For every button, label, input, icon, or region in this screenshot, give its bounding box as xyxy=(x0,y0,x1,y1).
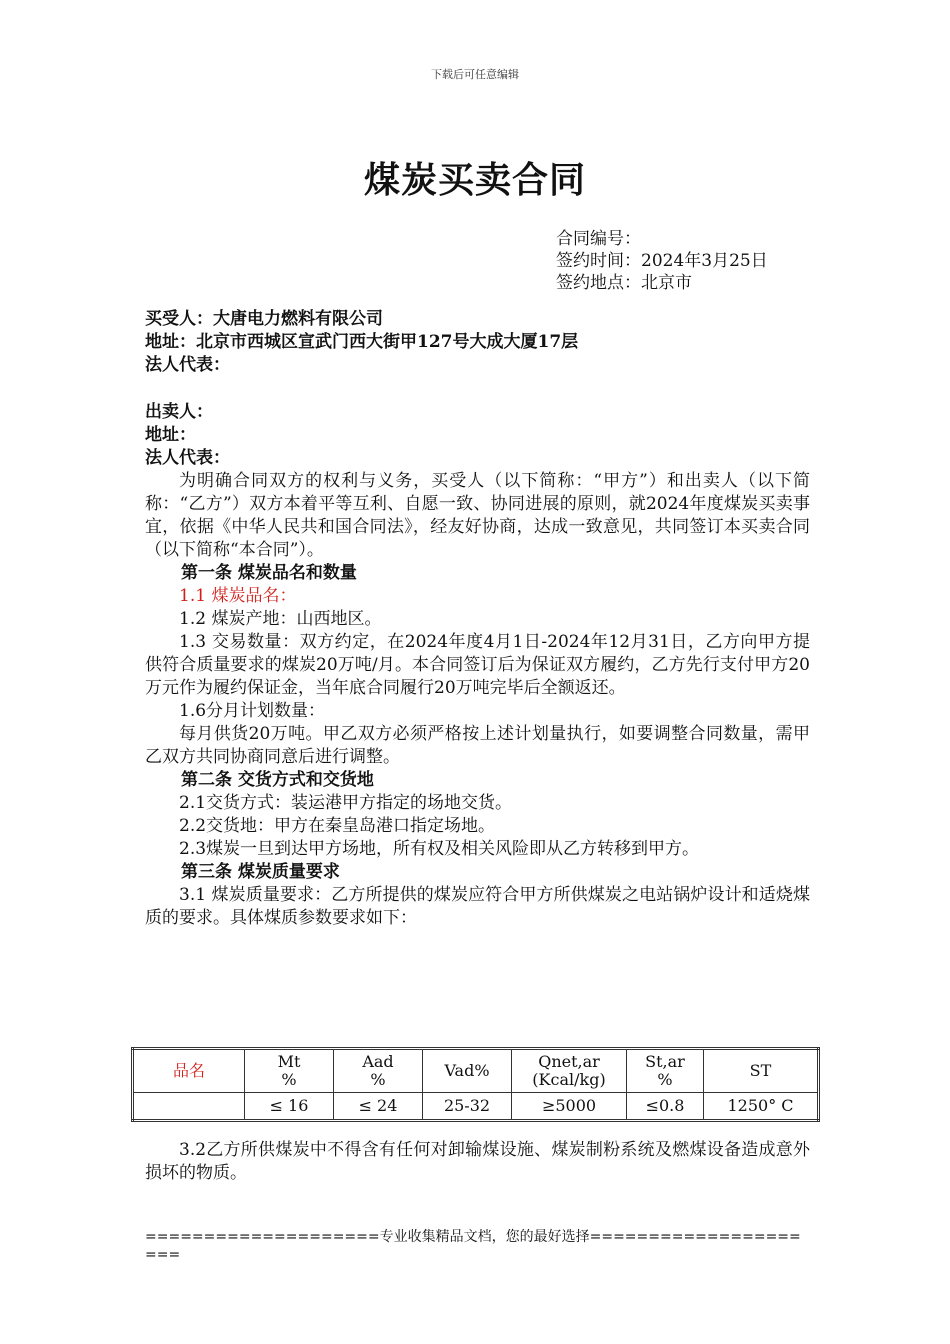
header-label: St,ar xyxy=(645,1052,685,1071)
contract-body xyxy=(145,470,810,930)
table-cell xyxy=(133,1093,245,1121)
clause-3-1: 3.1 煤炭质量要求：乙方所提供的煤炭应符合甲方所供煤炭之电站锅炉设计和适烧煤质的要求。具体煤质参数要求如下： xyxy=(145,885,810,928)
table-cell: ≤ 24 xyxy=(334,1093,423,1121)
clause-2-3: 2.3煤炭一旦到达甲方场地，所有权及相关风险即从乙方转移到甲方。 xyxy=(179,839,700,859)
table-header-cell xyxy=(512,1049,627,1093)
table-header-cell xyxy=(133,1049,245,1093)
preamble-paragraph: 为明确合同双方的权利与义务，买受人（以下简称：“甲方”）和出卖人（以下简称：“乙方”）双方本着平等互利、自愿一致、协同进展的原则，就2024年度煤炭买卖事宜，依据《中华人民共和国合同法》，经友好协商，达成一致意见，共同签订本买卖合同（以下简称“本合同”）。 xyxy=(145,471,810,560)
buyer-info xyxy=(145,308,578,377)
clause-1-1: 1.1 煤炭品名： xyxy=(179,586,297,606)
header-unit: % xyxy=(281,1070,297,1089)
seller-address: 地址： xyxy=(145,425,196,445)
header-label: 品名 xyxy=(172,1061,205,1080)
sign-place: 签约地点：北京市 xyxy=(556,273,692,293)
page-footer: ====================专业收集精品文档，您的最好选择===================== xyxy=(145,1229,801,1263)
clause-1-6-detail: 每月供货20万吨。甲乙双方必须严格按上述计划量执行，如要调整合同数量，需甲乙双方共同协商同意后进行调整。 xyxy=(145,724,810,767)
clause-3-2-block xyxy=(145,1139,810,1185)
table-header-row xyxy=(133,1049,819,1093)
seller-name: 出卖人： xyxy=(145,402,213,422)
header-unit: % xyxy=(370,1070,386,1089)
article-1-heading: 第一条 煤炭品名和数量 xyxy=(181,563,357,583)
clause-1-6: 1.6分月计划数量： xyxy=(179,701,326,721)
page-header-note: 下载后可任意编辑 xyxy=(431,68,519,81)
table-cell: 25-32 xyxy=(423,1093,512,1121)
table-header-cell xyxy=(245,1049,334,1093)
buyer-address: 地址：北京市西城区宣武门西大街甲127号大成大厦17层 xyxy=(145,332,579,352)
seller-representative: 法人代表： xyxy=(145,448,230,468)
table-header-cell xyxy=(704,1049,819,1093)
contract-meta xyxy=(556,228,768,294)
clause-2-1: 2.1交货方式：装运港甲方指定的场地交货。 xyxy=(179,793,513,813)
table-cell: ≤0.8 xyxy=(627,1093,704,1121)
table-cell: ≤ 16 xyxy=(245,1093,334,1121)
coal-quality-table xyxy=(131,1047,820,1122)
document-title: 煤炭买卖合同 xyxy=(363,160,586,201)
buyer-name: 买受人：大唐电力燃料有限公司 xyxy=(145,309,383,329)
sign-time: 签约时间：2024年3月25日 xyxy=(556,251,768,271)
clause-1-3: 1.3 交易数量：双方约定，在2024年度4月1日-2024年12月31日，乙方向甲方提供符合质量要求的煤炭20万吨/月。本合同签订后为保证双方履约，乙方先行支付甲方20万元作为履约保证金，当年底合同履行20万吨完毕后全额返还。 xyxy=(145,632,810,698)
table-cell: 1250° C xyxy=(704,1093,819,1121)
clause-2-2: 2.2交货地：甲方在秦皇岛港口指定场地。 xyxy=(179,816,496,836)
clause-1-2: 1.2 煤炭产地：山西地区。 xyxy=(179,609,382,629)
clause-3-2: 3.2乙方所供煤炭中不得含有任何对卸输煤设施、煤炭制粉系统及燃煤设备造成意外损坏的物质。 xyxy=(145,1140,810,1183)
article-3-heading: 第三条 煤炭质量要求 xyxy=(181,862,340,882)
header-unit: (Kcal/kg) xyxy=(532,1070,606,1089)
table-row xyxy=(133,1093,819,1121)
buyer-representative: 法人代表： xyxy=(145,355,230,375)
header-label: Qnet,ar xyxy=(538,1052,600,1071)
table-header-cell xyxy=(423,1049,512,1093)
seller-info xyxy=(145,401,230,470)
table-header-cell xyxy=(334,1049,423,1093)
header-label: Vad% xyxy=(444,1061,490,1080)
table-cell: ≥5000 xyxy=(512,1093,627,1121)
contract-number: 合同编号： xyxy=(556,229,641,249)
article-2-heading: 第二条 交货方式和交货地 xyxy=(181,770,374,790)
header-label: Mt xyxy=(277,1052,301,1071)
header-label: ST xyxy=(749,1061,772,1080)
header-label: Aad xyxy=(362,1052,394,1071)
header-unit: % xyxy=(657,1070,673,1089)
table-header-cell xyxy=(627,1049,704,1093)
